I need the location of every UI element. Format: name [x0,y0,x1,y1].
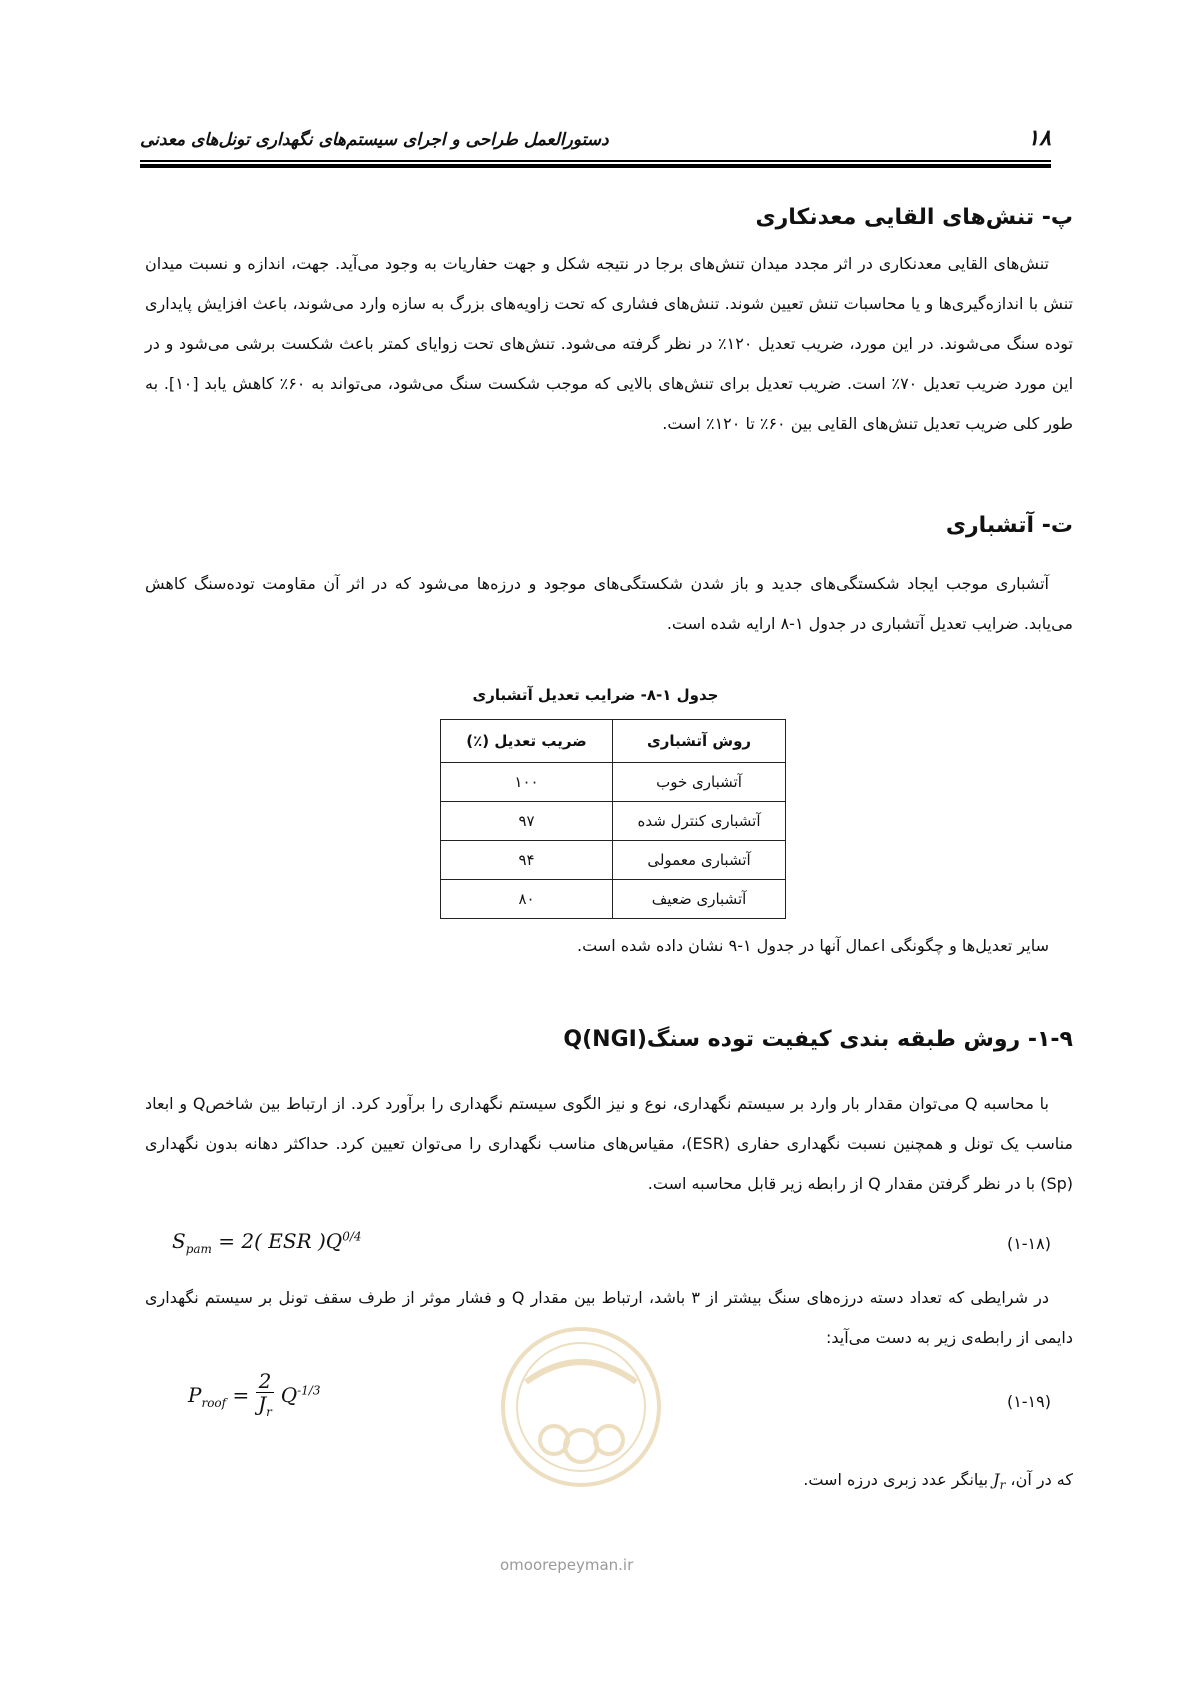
section-q-system [145,1020,1073,1204]
table-cell: ۹۴ [441,841,613,880]
watermark-logo [496,1322,666,1492]
section-blasting [145,506,1073,644]
after-table-text [145,926,1073,966]
eq-q-exponent: -1/3 [297,1383,321,1398]
equation-number: (۱-۱۸) [1006,1234,1051,1253]
table-row [441,802,786,841]
eq-q: Q [280,1383,298,1407]
table-row [441,763,786,802]
table-cell: آتشباری ضعیف [613,880,786,919]
eq-lhs-subscript: pam [185,1242,212,1256]
watermark-url: omoorepeyman.ir [500,1556,634,1574]
fraction-numerator: 2 [256,1370,275,1393]
table-header-row [441,720,786,763]
den-symbol: J [258,1392,267,1416]
eq-rhs-exponent: 0/4 [342,1229,362,1244]
section-heading: ت- آتشباری [945,513,1073,538]
section-paragraph: با محاسبه Q می‌توان مقدار بار وارد بر سیستم نگهداری، نوع و نیز الگوی سیستم نگهداری را برآورد کرد. از ارتباط بین شاخصQ و ابعاد مناسب یک تونل و همچنین نسبت نگهداری حفاری (ESR)، مقیاس‌های مناسب نگهداری را می‌توان تعیین کرد. حداکثر دهانه بدون نگهداری (Sp) با در نظر گرفتن مقدار Q از رابطه زیر قابل محاسبه است. [145,1094,1074,1193]
jr-definition [700,1460,1073,1505]
table-cell: ۱۰۰ [441,763,613,802]
den-subscript: r [266,1405,272,1419]
table-cell: ۸۰ [441,880,613,919]
eq-lhs: S [172,1229,186,1253]
blasting-coefficient-table [440,719,786,919]
equation-19 [188,1370,320,1423]
column-header-method: روش آتشباری [613,720,786,763]
paragraph: در شرایطی که تعداد دسته درزه‌های سنگ بیشتر از ۳ باشد، ارتباط بین مقدار Q و فشار موثر از طرف سقف تونل بر سیستم نگهداری دایمی از رابطه‌ی زیر به دست می‌آید: [145,1288,1073,1347]
eq-rhs: = 2( ESR )Q [218,1229,343,1253]
running-title: دستورالعمل طراحی و اجرای سیستم‌های نگهداری تونل‌های معدنی [140,130,609,150]
table-row [441,841,786,880]
equation-18 [172,1229,362,1256]
fraction [256,1370,275,1423]
page-number: ۱۸ [1027,126,1051,151]
table-caption: جدول ۱-۸- ضرایب تعدیل آتشباری [472,686,719,704]
jr-subscript: r [999,1478,1006,1493]
table-cell: آتشباری کنترل شده [613,802,786,841]
column-header-coefficient: ضریب تعدیل (٪) [441,720,613,763]
table-row [441,880,786,919]
section-paragraph: آتشباری موجب ایجاد شکستگی‌های جدید و باز شدن شکستگی‌های موجود و درزه‌ها می‌شود که در اثر آن مقاومت توده‌سنگ کاهش می‌یابد. ضرایب تعدیل آتشباری در جدول ۱-۸ ارایه شده است. [145,574,1073,633]
eq-lhs-subscript: roof [201,1396,227,1410]
section-induced-stress [145,198,1073,444]
jr-letter: J [993,1470,1000,1489]
section-paragraph: تنش‌های القایی معدنکاری در اثر مجدد میدان تنش‌های برجا در نتیجه شکل و جهت حفاریات به وجود می‌آید. جهت، اندازه و نسبت میدان تنش با اندازه‌گیری‌ها و یا محاسبات تنش تعیین شوند. تنش‌های فشاری که تحت زاویه‌های بزرگ به سازه وارد می‌شوند، باعث افزایش پایداری توده سنگ می‌شوند. در این مورد، ضریب تعدیل ۱۲۰٪ در نظر گرفته می‌شود. تنش‌های تحت زوایای کمتر باعث شکست برشی می‌شود و در این مورد ضریب تعدیل ۷۰٪ است. ضریب تعدیل برای تنش‌های بالایی که موجب شکست سنگ می‌شود، می‌تواند به ۶۰٪ کاهش یابد [۱۰]. به طور کلی ضریب تعدیل تنش‌های القایی بین ۶۰٪ تا ۱۲۰٪ است. [145,254,1074,433]
section-heading: پ- تنش‌های القایی معدنکاری [755,205,1073,230]
equation-number: (۱-۱۹) [1006,1392,1051,1411]
jr-symbol [993,1470,1006,1493]
header-rule [140,160,1051,168]
eq-lhs: P [188,1383,202,1407]
paragraph: سایر تعدیل‌ها و چگونگی اعمال آنها در جدول ۱-۹ نشان داده شده است. [576,936,1049,955]
jr-prefix: که در آن، [1010,1470,1073,1489]
jr-suffix: بیانگر عدد زبری درزه است. [803,1470,989,1489]
table-cell: ۹۷ [441,802,613,841]
page-header [140,126,1051,160]
table-cell: آتشباری معمولی [613,841,786,880]
section-heading: ۱-۹- روش طبقه بندی کیفیت توده سنگQ(NGI) [563,1027,1073,1052]
fraction-denominator [256,1393,275,1423]
paragraph [700,1460,1073,1505]
eq-equals: = [232,1383,250,1407]
table-cell: آتشباری خوب [613,763,786,802]
